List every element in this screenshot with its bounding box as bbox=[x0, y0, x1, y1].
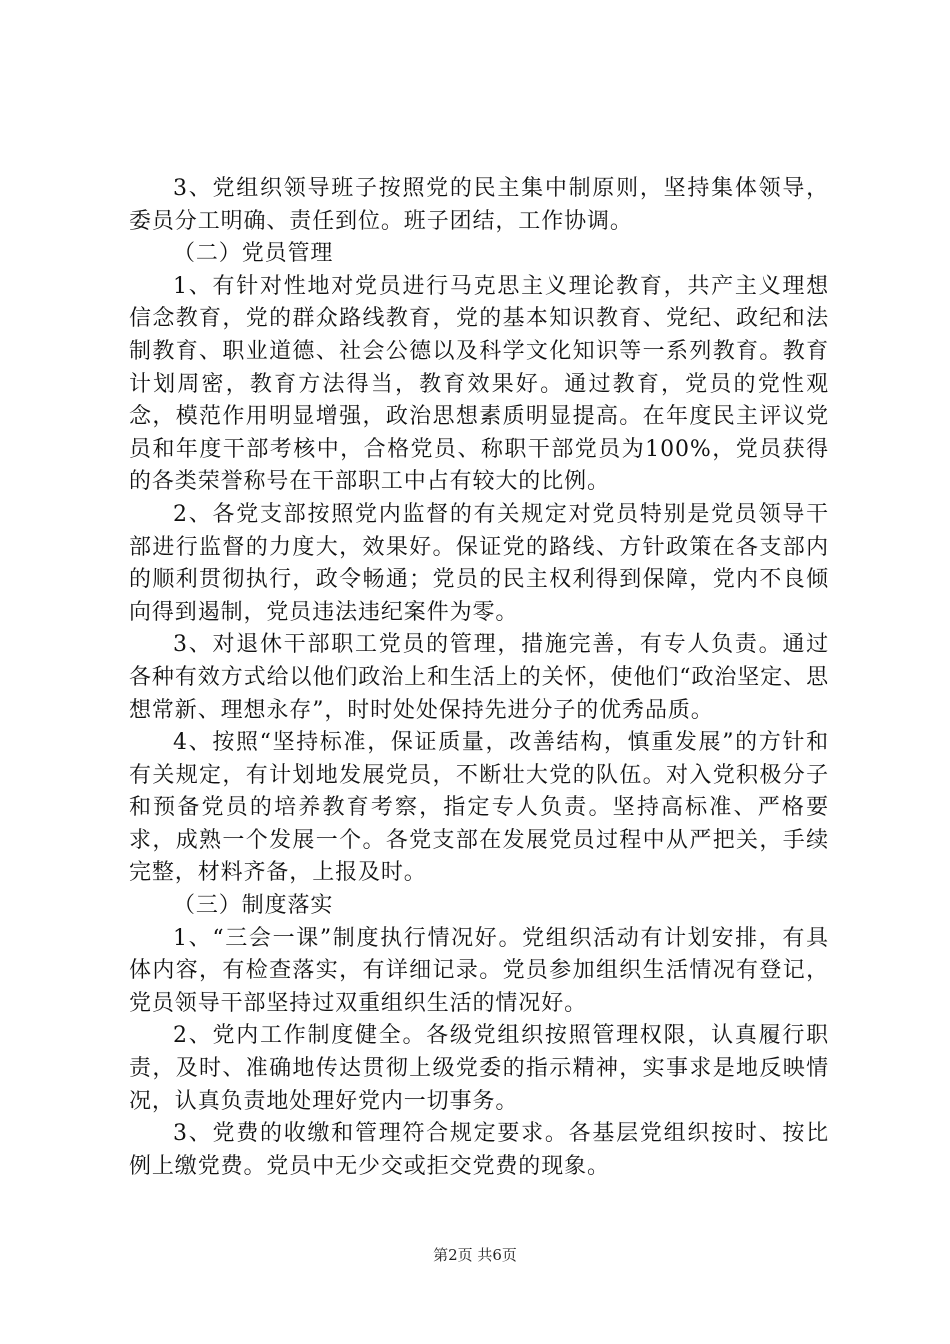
paragraph-three-meetings: 1、“三会一课”制度执行情况好。党组织活动有计划安排，有具体内容，有检查落实，有详细记录。党员参加组织生活情况有登记，党员领导干部坚持过双重组织生活的情况好。 bbox=[129, 925, 829, 1016]
page-number-footer: 第2页 共6页 bbox=[433, 1246, 517, 1264]
paragraph-leadership: 3、党组织领导班子按照党的民主集中制原则，坚持集体领导，委员分工明确、责任到位。班子团结，工作协调。 bbox=[129, 176, 829, 234]
paragraph-work-system: 2、党内工作制度健全。各级党组织按照管理权限，认真履行职责，及时、准确地传达贯彻上级党委的指示精神，实事求是地反映情况，认真负责地处理好党内一切事务。 bbox=[129, 1023, 829, 1114]
paragraph-supervision: 2、各党支部按照党内监督的有关规定对党员特别是党员领导干部进行监督的力度大，效果好。保证党的路线、方针政策在各支部内的顺利贯彻执行，政令畅通；党员的民主权利得到保障，党内不良倾向得到遏制，党员违法违纪案件为零。 bbox=[129, 501, 829, 625]
paragraph-recruitment: 4、按照“坚持标准，保证质量，改善结构，慎重发展”的方针和有关规定，有计划地发展党员，不断壮大党的队伍。对入党积极分子和预备党员的培养教育考察，指定专人负责。坚持高标准、严格要求，成熟一个发展一个。各党支部在发展党员过程中从严把关，手续完整，材料齐备，上报及时。 bbox=[129, 730, 829, 886]
paragraph-party-dues: 3、党费的收缴和管理符合规定要求。各基层党组织按时、按比例上缴党费。党员中无少交或拒交党费的现象。 bbox=[129, 1121, 829, 1179]
paragraph-education: 1、有针对性地对党员进行马克思主义理论教育，共产主义理想信念教育，党的群众路线教育，党的基本知识教育、党纪、政纪和法制教育、职业道德、社会公德以及科学文化知识等一系列教育。教育计划周密，教育方法得当，教育效果好。通过教育，党员的党性观念，模范作用明显增强，政治思想素质明显提高。在年度民主评议党员和年度干部考核中，合格党员、称职干部党员为100%，党员获得的各类荣誉称号在干部职工中占有较大的比例。 bbox=[129, 273, 829, 495]
document-body bbox=[129, 173, 829, 1183]
section-heading-system-implementation: （三）制度落实 bbox=[173, 893, 334, 919]
section-heading-member-management: （二）党员管理 bbox=[173, 241, 334, 267]
paragraph-retired-members: 3、对退休干部职工党员的管理，措施完善，有专人负责。通过各种有效方式给以他们政治上和生活上的关怀，使他们“政治坚定、思想常新、理想永存”，时时处处保持先进分子的优秀品质。 bbox=[129, 632, 829, 723]
